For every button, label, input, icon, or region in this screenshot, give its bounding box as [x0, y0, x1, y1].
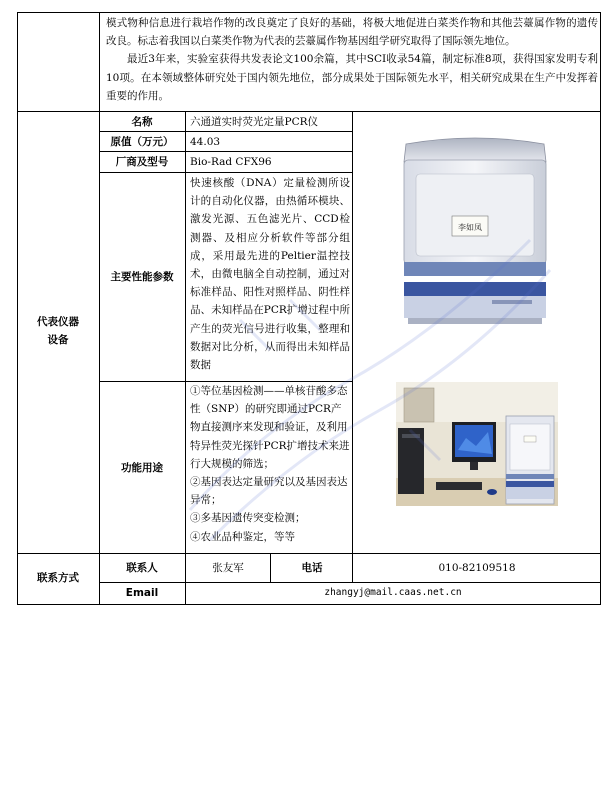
func-list [190, 382, 350, 552]
price-label: 原值（万元） [110, 135, 174, 148]
maker-value: Bio-Rad CFX96 [190, 156, 272, 168]
person-label: 联系人 [126, 561, 158, 574]
perf-label: 主要性能参数 [110, 270, 174, 283]
intro-paragraph-2: 最近3年来，实验室获得共发表论文100余篇，其中SCI收录54篇，制定标准8项，获得国家发明专利10项。在本领域整体研究处于国内领先地位，部分成果处于国际领先水平，相关研究成果在生产中发挥着重要的作用。 [106, 53, 598, 102]
table-border [352, 553, 353, 582]
email-value[interactable]: zhangyj@mail.caas.net.cn [324, 586, 462, 598]
lab-setup-photo [396, 382, 558, 506]
table-border [99, 582, 601, 583]
table-border [99, 381, 353, 382]
section-label-instrument: 代表仪器设备 [37, 316, 79, 346]
pcr-instrument-photo [396, 134, 554, 330]
device-label-text: 李如凤 [458, 223, 482, 232]
func-item: ③多基因遗传突变检测； [190, 512, 306, 525]
table-border [99, 172, 353, 173]
table-border [270, 553, 271, 582]
intro-paragraph-1: 模式物种信息进行栽培作物的改良奠定了良好的基础，将极大地促进白菜类作物和其他芸薹属作物的遗传改良。标志着我国以白菜类作物为代表的芸薹属作物基因组学研究取得了国际领先地位。 [106, 17, 598, 48]
section-label-contact: 联系方式 [37, 571, 79, 584]
table-border [17, 553, 601, 554]
table-border [17, 12, 601, 13]
func-item: ②基因表达定量研究以及基因表达异常； [190, 476, 348, 507]
table-border [17, 604, 601, 605]
perf-value: 快速核酸（DNA）定量检测所设计的自动化仪器，由热循环模块、激发光源、五色滤光片、CCD检测器、及相应分析软件等部分组成，采用最先进的Peltier温控技术，由微电脑全自动控制，通过对标准样品、阳性对照样品、阴性样品、未知样品在PCR扩增过程中所产生的荧光信号进行收集，整理和数据对比分析，从而得出未知样品数据 [190, 177, 350, 372]
name-value: 六通道实时荧光定量PCR仪 [190, 116, 319, 128]
table-border [99, 131, 353, 132]
name-label: 名称 [131, 116, 153, 129]
maker-label: 厂商及型号 [115, 155, 169, 168]
table-border [352, 111, 353, 553]
table-border [99, 151, 353, 152]
table-border [17, 12, 18, 604]
table-border [17, 111, 601, 112]
table-border [600, 12, 601, 604]
email-label: Email [125, 586, 159, 599]
table-border [185, 111, 186, 604]
func-label: 功能用途 [121, 461, 163, 474]
phone-value: 010-82109518 [438, 561, 516, 574]
phone-label: 电话 [301, 561, 323, 574]
person-value: 张友军 [212, 561, 244, 574]
table-border [99, 12, 100, 604]
intro-text [104, 14, 600, 110]
func-item: ④农业品种鉴定，等等 [190, 530, 295, 543]
func-item: ①等位基因检测——单核苷酸多态性（SNP）的研究即通过PCR产物直接测序来发现和验证，及利用特异性荧光探针PCR扩增技术来进行大规模的筛选； [190, 385, 350, 470]
price-value: 44.03 [190, 136, 221, 148]
